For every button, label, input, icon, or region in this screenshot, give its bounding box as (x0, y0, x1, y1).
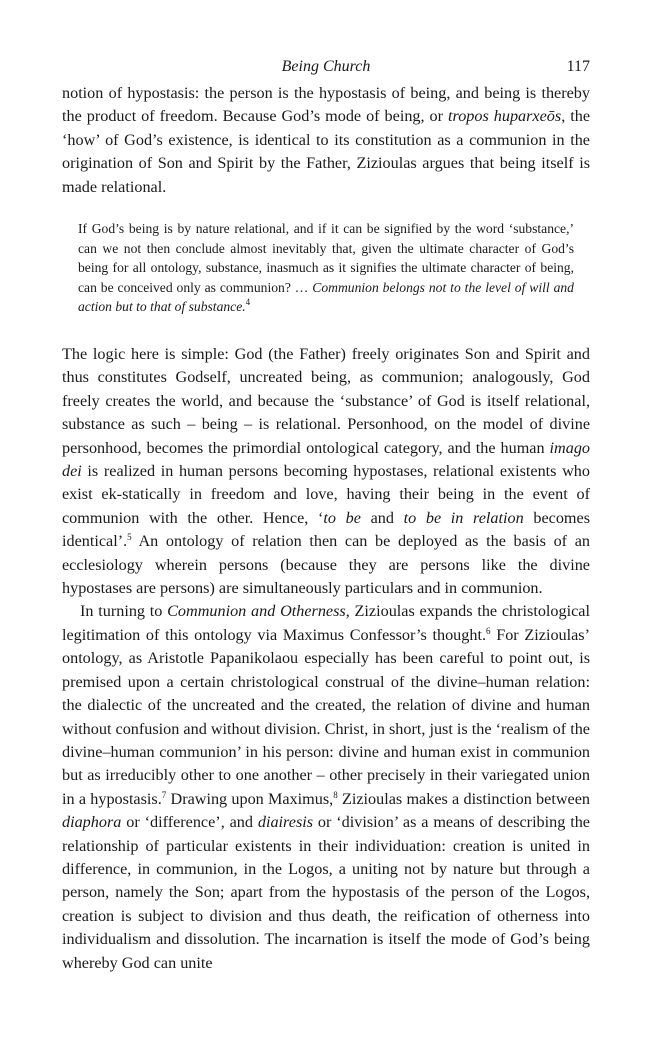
running-header (62, 58, 590, 82)
page-number: 117 (566, 58, 590, 75)
text-run: Drawing upon Maximus, (166, 789, 334, 808)
text-run: notion of hypostasis: the person is the hypostasis of being, and being is thereby the product of freedom. Because God’s mode of being, or (62, 84, 590, 126)
text-run: Zizioulas makes a distinction between (337, 789, 590, 808)
footnote-marker: 7 (161, 789, 167, 800)
paragraph-communion-otherness (62, 600, 590, 975)
block-quotation (78, 219, 574, 317)
running-title: Being Church (281, 58, 371, 75)
italic-term: diaphora (62, 813, 122, 832)
footnote-marker: 6 (486, 625, 491, 636)
italic-term: tropos huparxeōs (448, 107, 562, 126)
text-run: and (360, 508, 404, 527)
book-page (62, 58, 590, 975)
text-run: If God’s being is by nature relational, and if it can be signified by the word ‘substance,’ can we not then conclude almost inevitably that, given the ultimate character of God’s being for all ontology, substance, inasmuch as it signifies the ultimate character of being, can be conceived only as communion? … (78, 221, 574, 295)
italic-emphasis: Communion belongs not to the level of will and action but to that of substance. (78, 279, 574, 315)
paragraph-hypostasis (62, 82, 590, 199)
text-run: An ontology of relation then can be deployed as the basis of an ecclesiology wherein persons (because they are persons like the divine hypostases are persons) are simultaneously particulars and in communion. (62, 532, 590, 598)
footnote-marker: 4 (245, 297, 251, 308)
italic-title: Communion and Otherness (167, 602, 346, 621)
text-run: is realized in human persons becoming hypostases, relational existents who exist ek-statically in freedom and love, having their being in the event of communion with the other. Hence, ‘ (62, 462, 590, 527)
footnote-marker: 5 (127, 532, 132, 543)
text-run: or ‘division’ as a means of describing the relationship of particular existents in their individuation: creation is united in difference, in communion, in the Logos, a uniting not by nature but through a person, namely the Son; apart from the hypostasis of the person of the Logos, creation is subject to division and thus death, the reification of otherness into individualism and dissolution. The incarnation is itself the mode of God’s being whereby God can unite (62, 813, 590, 972)
italic-term: imago dei (62, 438, 590, 481)
text-run: In turning to (80, 602, 168, 621)
italic-term: diairesis (257, 813, 314, 832)
footnote-marker: 8 (333, 789, 338, 800)
text-run: The logic here is simple: God (the Father) freely originates Son and Spirit and thus constitutes Godself, uncreated being, as communion; analogously, God freely creates the world, and because the ‘substance’ of God is itself relational, substance as such – being – is relational. Personhood, on the model of divine personhood, becomes the primordial ontological category, and the human (62, 345, 590, 457)
italic-term: to be in relation (403, 508, 524, 527)
italic-term: to be (323, 508, 361, 527)
text-run: or ‘difference’, and (121, 813, 258, 832)
text-run: becomes identical’. (62, 508, 591, 551)
text-run: , Zizioulas expands the christological legitimation of this ontology via Maximus Confessor’s thought. (62, 602, 590, 644)
text-run: For Zizioulas’ ontology, as Aristotle Papanikolaou especially has been careful to point out, is premised upon a certain christological construal of the divine–human relation: the dialectic of the uncreated and the created, the relation of divine and human without confusion and without division. Christ, in short, just is the ‘realism of the divine–human communion’ in his person: divine and human exist in communion but as irreducibly other to one another – other precisely in their variegated union in a hypostasis. (62, 625, 590, 808)
text-run: , the ‘how’ of God’s existence, is identical to its constitution as a communion in the origination of Son and Spirit by the Father, Zizioulas argues that being itself is made relational. (62, 107, 591, 196)
paragraph-logic (62, 343, 590, 600)
